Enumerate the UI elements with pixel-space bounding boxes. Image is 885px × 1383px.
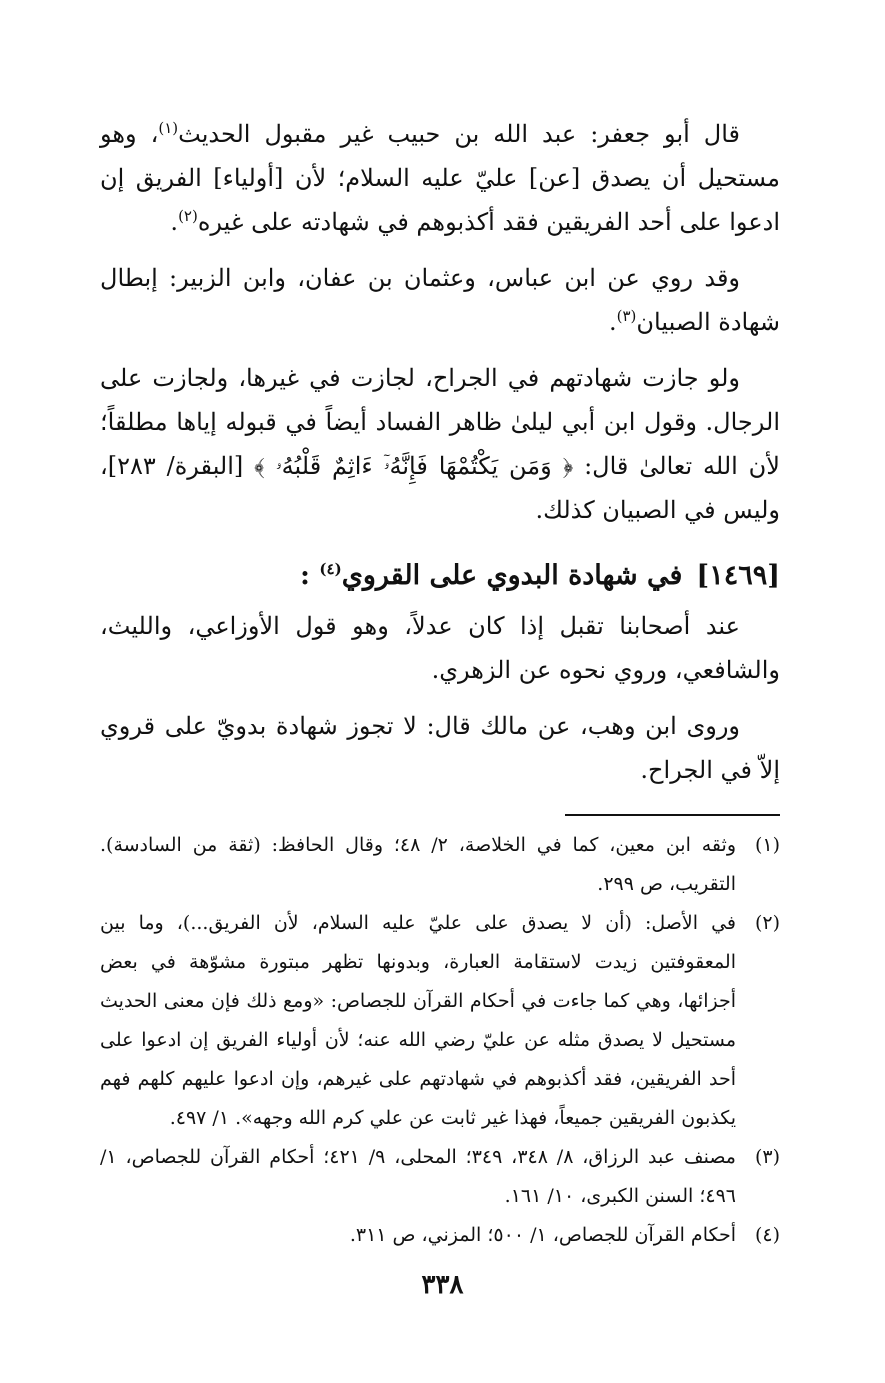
footnote-text: وثقه ابن معين، كما في الخلاصة، ٢/ ٤٨؛ وقال الحافظ: (ثقة من السادسة). التقريب، ص ٢٩٩. <box>100 834 736 895</box>
paragraph-3: ولو جازت شهادتهم في الجراح، لجازت في غيرها، ولجازت على الرجال. وقول ابن أبي ليلىٰ ظاهر الفساد أيضاً في قبوله إياها مطلقاً؛ لأن الله تعالىٰ قال: ﴿ وَمَن يَكْتُمْهَا فَإِنَّهُۥٓ ءَاثِمٌ قَلْبُهُۥ ﴾ [البقرة/ ٢٨٣]، وليس في الصبيان كذلك. <box>100 364 780 524</box>
main-text <box>100 112 780 804</box>
footnote-ref-3[interactable]: (٣) <box>616 307 637 325</box>
paragraph-1 <box>100 112 780 244</box>
section-paragraph-1: عند أصحابنا تقبل إذا كان عدلاً، وهو قول الأوزاعي، والليث، والشافعي، وروي نحوه عن الزهري. <box>100 612 780 684</box>
paragraph-2-text-before: وقد روي عن ابن عباس، وعثمان بن عفان، وابن الزبير: إبطال شهادة الصبيان <box>100 264 780 336</box>
footnote-number: (١) <box>754 834 780 856</box>
footnote-1 <box>100 826 780 904</box>
paragraph-2 <box>100 256 780 344</box>
footnote-number: (٢) <box>754 912 780 934</box>
section-number: [١٤٦٩] <box>696 560 780 591</box>
footnote-ref-2[interactable]: (٢) <box>178 207 198 225</box>
section-paragraph-2: وروى ابن وهب، عن مالك قال: لا تجوز شهادة بدويّ على قروي إلاّ في الجراح. <box>100 712 780 784</box>
footnotes <box>100 826 780 1255</box>
paragraph-1-text-after: ، وهو مستحيل أن يصدق [عن] عليّ عليه السلام؛ لأن [أولياء] الفريق إن ادعوا على أحد الفريقين فقد أكذبوهم في شهادته على غيره <box>100 120 781 236</box>
paragraph-2-text-after: . <box>608 308 617 336</box>
paragraph-1-text-before: قال أبو جعفر: عبد الله بن حبيب غير مقبول الحديث <box>178 120 740 148</box>
section-title: في شهادة البدوي على القروي <box>341 560 683 591</box>
footnote-2 <box>100 904 780 1138</box>
section-heading <box>100 554 780 598</box>
footnote-4 <box>100 1216 780 1255</box>
footnote-ref-4[interactable]: (٤) <box>319 560 342 578</box>
paragraph-1-text-end: . <box>170 208 179 236</box>
section-colon: : <box>300 560 311 591</box>
page-number: ٣٣٨ <box>421 1270 464 1300</box>
footnote-number: (٤) <box>754 1224 780 1246</box>
footnote-text: في الأصل: (أن لا يصدق على عليّ عليه السلام، لأن الفريق...)، وما بين المعقوفتين زيدت لاستقامة العبارة، وبدونها تظهر مبتورة مشوّهة في بعض أجزائها، وهي كما جاءت في أحكام القرآن للجصاص: «ومع ذلك فإن معنى الحديث مستحيل لا يصدق مثله عن عليّ رضي الله عنه؛ لأن أولياء الفريق إن ادعوا على أحد الفريقين، فقد أكذبوهم في شهادتهم على غيرهم، وإن ادعوا عليهم كلهم فهم يكذبون الفريقين جميعاً، فهذا غير ثابت عن علي كرم الله وجهه». ١/ ٤٩٧. <box>100 912 736 1129</box>
footnote-number: (٣) <box>754 1146 780 1168</box>
footnote-text: أحكام القرآن للجصاص، ١/ ٥٠٠؛ المزني، ص ٣١١. <box>349 1224 736 1246</box>
footnote-divider <box>565 814 780 816</box>
footnote-ref-1[interactable]: (١) <box>158 119 179 137</box>
footnote-3 <box>100 1138 780 1216</box>
footnote-text: مصنف عبد الرزاق، ٨/ ٣٤٨، ٣٤٩؛ المحلى، ٩/ ٤٢١؛ أحكام القرآن للجصاص، ١/ ٤٩٦؛ السنن الكبرى، ١٠/ ١٦١. <box>100 1146 736 1207</box>
